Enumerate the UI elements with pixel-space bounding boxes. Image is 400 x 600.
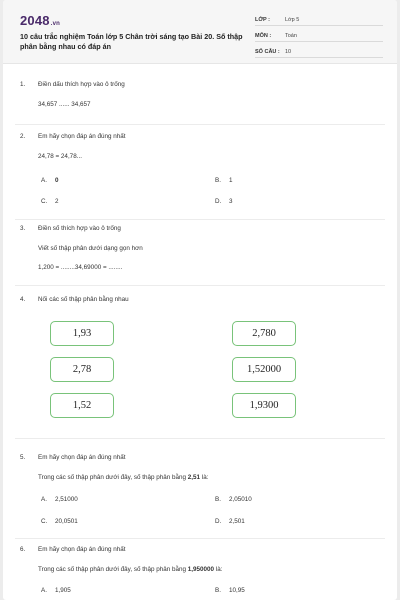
question-3-expression: 1,200 = ........34,69000 = ........ [38, 264, 123, 271]
match-right-1[interactable]: 2,780 [232, 321, 296, 346]
question-2-expression: 24,78 = 24,78... [38, 153, 82, 160]
meta-subject: MÔN : Toán [255, 30, 383, 42]
match-left-3[interactable]: 1,52 [50, 393, 114, 418]
question-1-expression: 34,657 ...... 34,657 [38, 101, 91, 108]
divider [15, 285, 385, 286]
question-4-prompt: Nối các số thập phân bằng nhau [38, 296, 129, 303]
question-6-statement: Trong các số thập phân dưới đây, số thập phân bằng 1,950000 là: [38, 566, 223, 573]
question-6-prompt: Em hãy chọn đáp án đúng nhất [38, 546, 126, 553]
match-left-1[interactable]: 1,93 [50, 321, 114, 346]
question-2-prompt: Em hãy chọn đáp án đúng nhất [38, 133, 126, 140]
divider [15, 438, 385, 439]
question-1-prompt: Điền dấu thích hợp vào ô trống [38, 81, 125, 88]
divider [15, 124, 385, 125]
worksheet-header [3, 0, 397, 64]
question-5-prompt: Em hãy chọn đáp án đúng nhất [38, 454, 126, 461]
site-logo[interactable]: 2048.vn [20, 13, 61, 28]
question-3-instruction: Viết số thập phân dưới dạng gọn hơn [38, 245, 143, 252]
divider [15, 219, 385, 220]
meta-grade: LỚP : Lớp 5 [255, 14, 383, 26]
match-left-2[interactable]: 2,78 [50, 357, 114, 382]
match-right-3[interactable]: 1,9300 [232, 393, 296, 418]
divider [15, 538, 385, 539]
match-right-2[interactable]: 1,52000 [232, 357, 296, 382]
question-3-prompt: Điền số thích hợp vào ô trống [38, 225, 121, 232]
question-5-statement: Trong các số thập phân dưới đây, số thập phân bằng 2,51 là: [38, 474, 209, 481]
worksheet-page: 2048.vn 10 câu trắc nghiệm Toán lớp 5 Chân trời sáng tạo Bài 20. Số thập phân bằng nhau có đáp án LỚP : Lớp 5 MÔN : Toán SỐ CÂU : 10 1. Điền dấu thích hợp vào ô trống 34,657 ...... 34,657 2. Em hãy chọn đáp án đúng nhất 24,78 = 24,78... A. 0 B. 1 C. 2 D. 3 3. Điền số thích hợp vào ô trống Viết số thập phân dưới dạng gọn hơn 1,200 = ........34,69000 = ........ 4. Nối các số thập phân bằng nhau 1,93 2,78 1,52 2,780 1,52000 1,9300 5. Em hãy chọn đáp án đúng nhất Trong các số thập phân dưới đây, số thập phân bằng 2,51 là: A. 2,51000 B. 2,05010 C. 20,0501 D. 2,501 6. Em hãy chọn đáp án đúng nhất Trong các số thập phân dưới đây, số thập phân bằng 1,950000 là: A. 1,905 B. 10,95 [3, 0, 397, 600]
worksheet-title: 10 câu trắc nghiệm Toán lớp 5 Chân trời sáng tạo Bài 20. Số thập phân bằng nhau có đáp án [20, 32, 243, 51]
meta-question-count: SỐ CÂU : 10 [255, 46, 383, 58]
